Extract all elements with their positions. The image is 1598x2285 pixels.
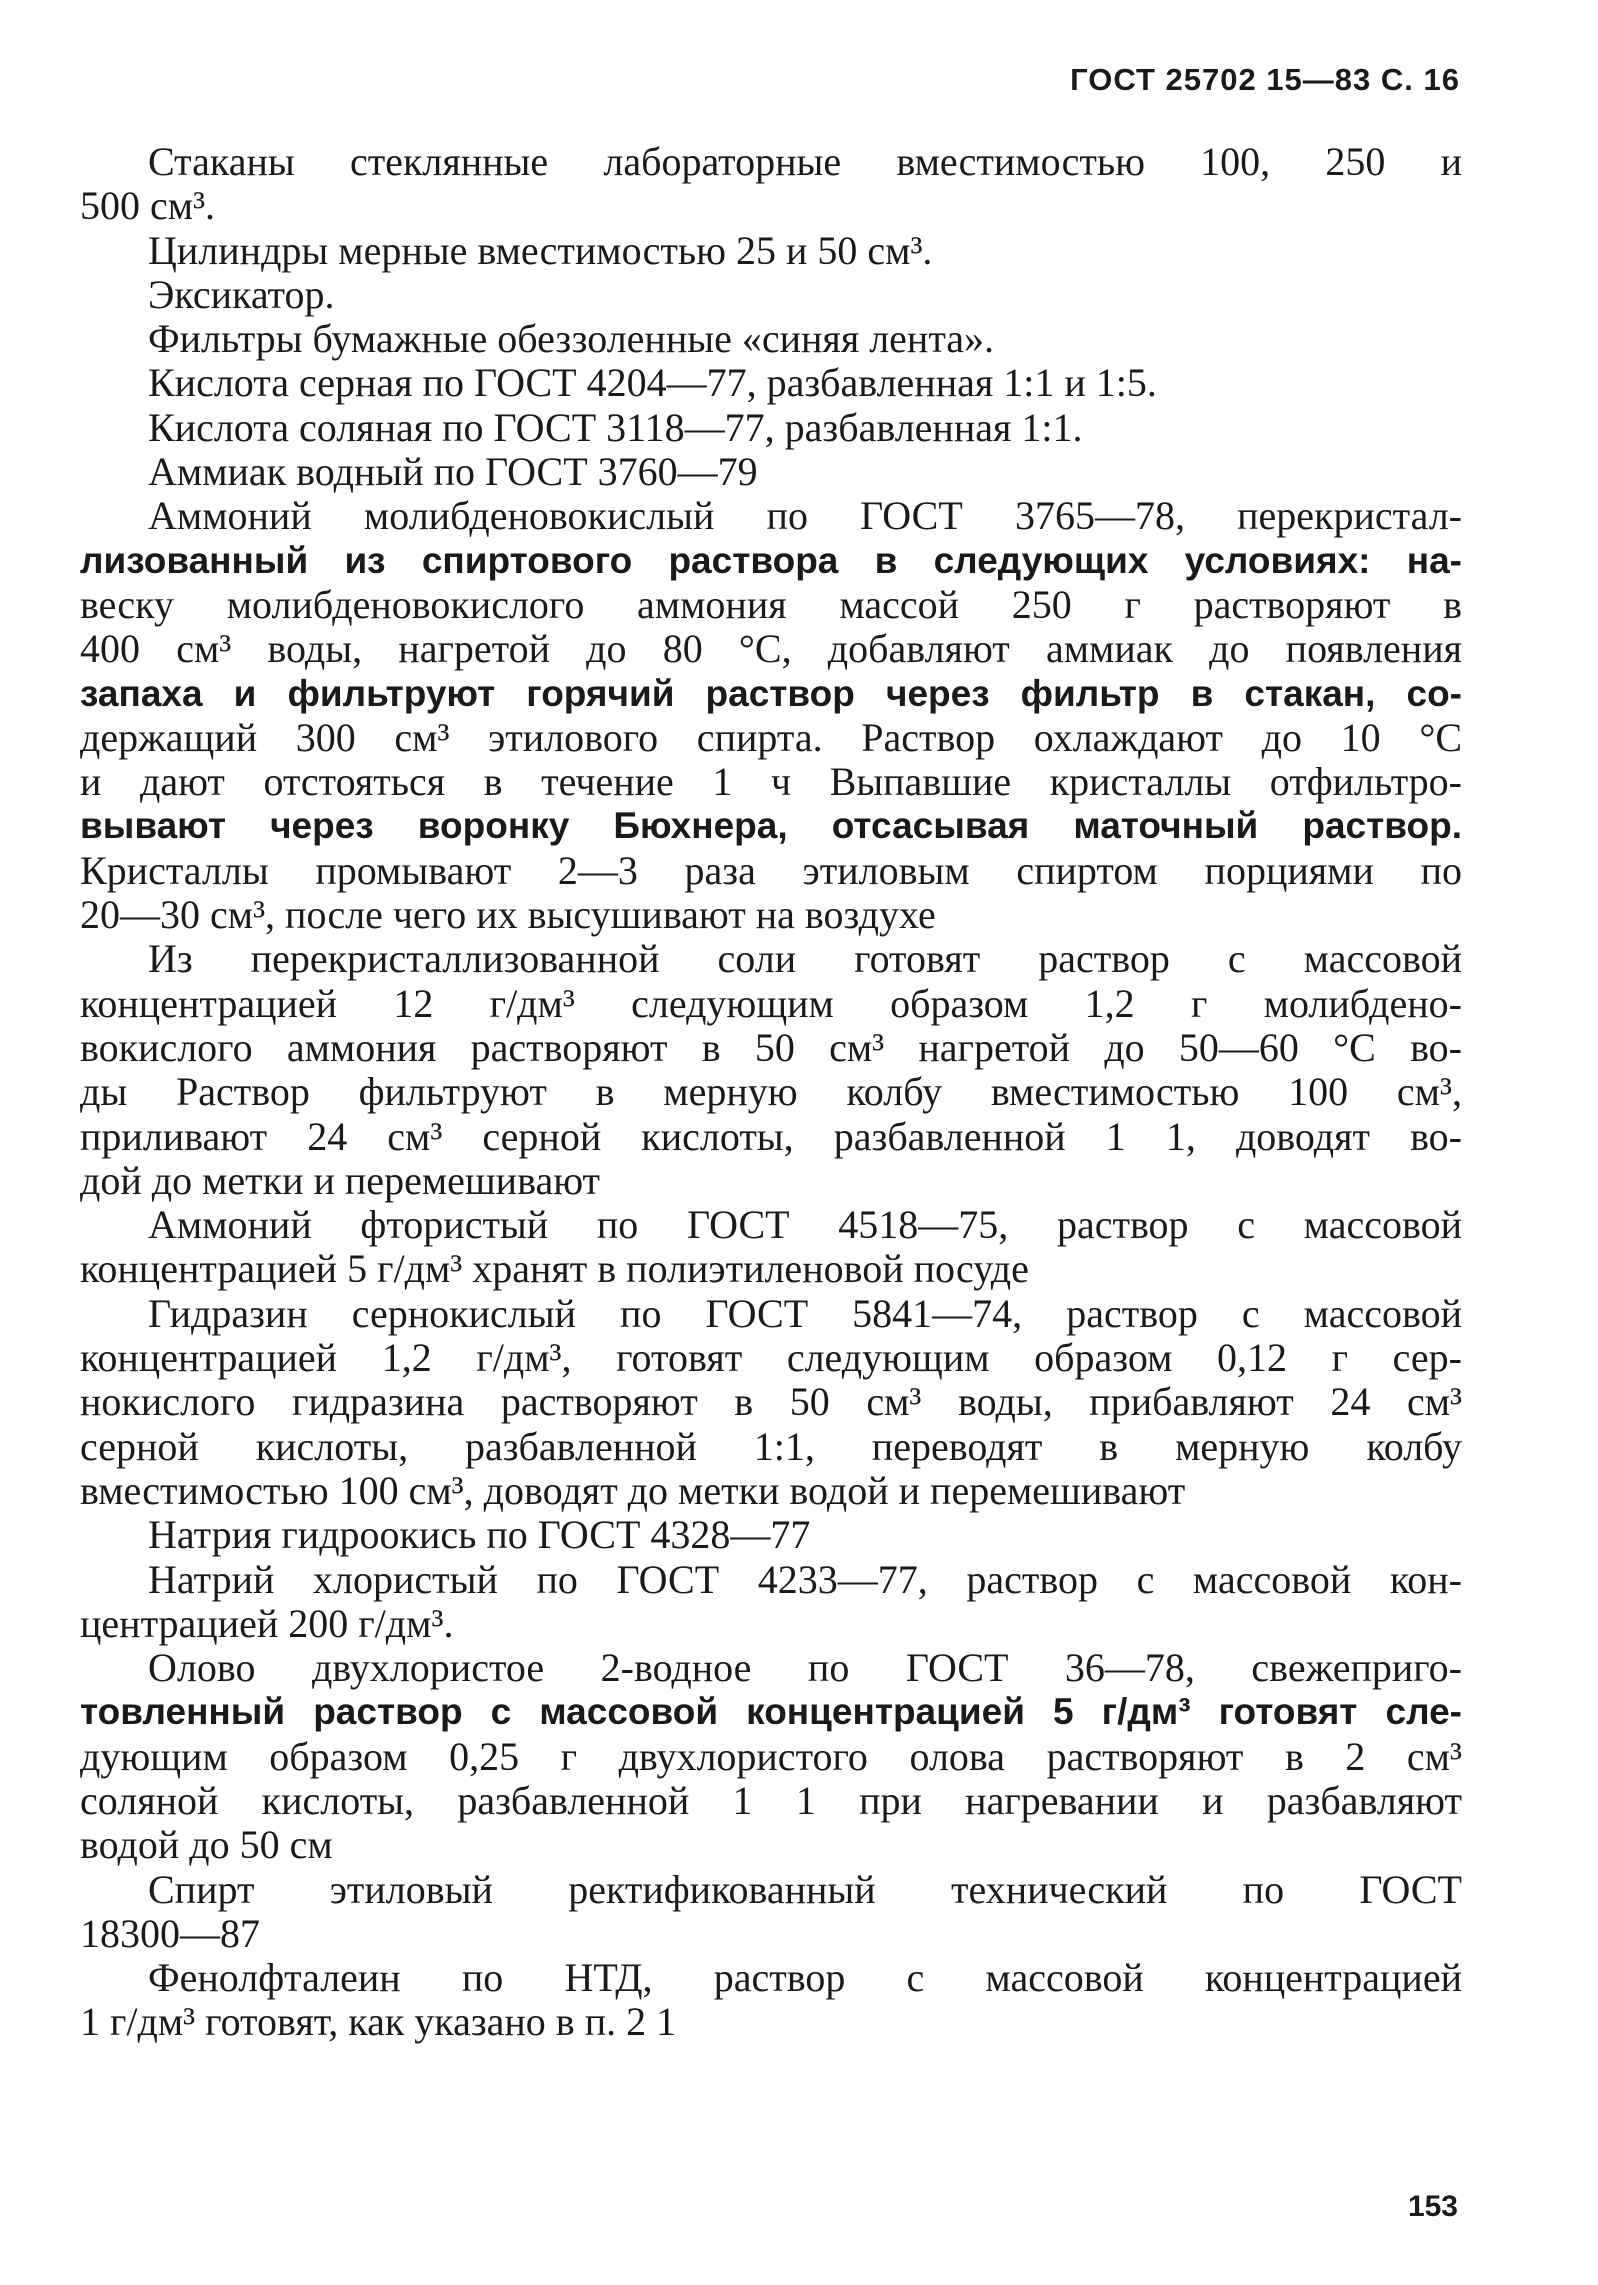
page-header: ГОСТ 25702 15—83 С. 16 xyxy=(1070,62,1460,97)
text-line: Натрия гидроокись по ГОСТ 4328—77 xyxy=(148,1512,811,1558)
text-line: водой до 50 см xyxy=(80,1822,333,1868)
text-line: Цилиндры мерные вместимостью 25 и 50 см³. xyxy=(148,227,933,273)
text-line: Кислота серная по ГОСТ 4204—77, разбавленная 1:1 и 1:5. xyxy=(148,360,1157,406)
text-line: Фильтры бумажные обеззоленные «синяя лента». xyxy=(148,316,995,362)
text-line: концентрацией 12 г/дм³ следующим образом 1,2 г молибдено- xyxy=(80,980,1462,1026)
text-line: ды Раствор фильтруют в мерную колбу вместимостью 100 см³, xyxy=(80,1069,1462,1115)
text-line: Фенолфталеин по НТД, раствор с массовой концентрацией xyxy=(148,1955,1462,2001)
text-line: Натрий хлористый по ГОСТ 4233—77, раствор с массовой кон- xyxy=(148,1556,1462,1602)
text-line: Стаканы стеклянные лабораторные вместимостью 100, 250 и xyxy=(148,139,1462,184)
text-line: вокислого аммония растворяют в 50 см³ нагретой до 50—60 °С во- xyxy=(80,1024,1462,1070)
text-line: Аммоний молибденовокислый по ГОСТ 3765—78, перекристал- xyxy=(148,493,1462,539)
text-line: вывают через воронку Бюхнера, отсасывая маточный раствор. xyxy=(80,805,1462,847)
text-line: концентрацией 1,2 г/дм³, готовят следующим образом 0,12 г сер- xyxy=(80,1335,1462,1381)
text-line: держащий 300 см³ этилового спирта. Раствор охлаждают до 10 °С xyxy=(80,714,1462,760)
text-line: Аммиак водный по ГОСТ 3760—79 xyxy=(148,449,758,495)
text-line: Олово двухлористое 2-водное по ГОСТ 36—78, свежеприго- xyxy=(148,1645,1462,1691)
text-line: Кристаллы промывают 2—3 раза этиловым спиртом порциями по xyxy=(80,847,1462,893)
text-line: и дают отстояться в течение 1 ч Выпавшие кристаллы отфильтро- xyxy=(80,759,1462,805)
text-line: центрацией 200 г/дм³. xyxy=(80,1600,454,1646)
text-line: вместимостью 100 см³, доводят до метки водой и перемешивают xyxy=(80,1467,1186,1513)
text-line: Гидразин сернокислый по ГОСТ 5841—74, раствор с массовой xyxy=(148,1290,1462,1336)
text-line: Кислота соляная по ГОСТ 3118—77, разбавленная 1:1. xyxy=(148,404,1083,450)
document-body xyxy=(80,140,1462,2045)
text-line: товленный раствор с массовой концентрацией 5 г/дм³ готовят сле- xyxy=(80,1691,1462,1733)
text-line: 20—30 см³, после чего их высушивают на воздухе xyxy=(80,892,936,938)
text-line: серной кислоты, разбавленной 1:1, переводят в мерную колбу xyxy=(80,1423,1462,1469)
text-line: дой до метки и перемешивают xyxy=(80,1157,601,1203)
text-line: дующим образом 0,25 г двухлористого олова растворяют в 2 см³ xyxy=(80,1733,1462,1779)
text-line: Эксикатор. xyxy=(148,271,335,317)
text-line: концентрацией 5 г/дм³ хранят в полиэтиленовой посуде xyxy=(80,1246,1029,1292)
text-line: Спирт этиловый ректификованный технический по ГОСТ xyxy=(148,1866,1462,1912)
text-line: соляной кислоты, разбавленной 1 1 при нагревании и разбавляют xyxy=(80,1777,1462,1823)
text-line: лизованный из спиртового раствора в следующих условиях: на- xyxy=(80,539,1462,581)
text-line: Аммоний фтористый по ГОСТ 4518—75, раствор с массовой xyxy=(148,1202,1462,1248)
text-line: запаха и фильтруют горячий раствор через фильтр в стакан, со- xyxy=(80,672,1462,714)
text-line: 500 см³. xyxy=(80,183,216,229)
text-line: приливают 24 см³ серной кислоты, разбавленной 1 1, доводят во- xyxy=(80,1113,1462,1159)
text-line: 1 г/дм³ готовят, как указано в п. 2 1 xyxy=(80,1999,677,2045)
page-number: 153 xyxy=(1407,2190,1458,2223)
text-line: веску молибденовокислого аммония массой 250 г растворяют в xyxy=(80,581,1462,627)
text-line: 18300—87 xyxy=(80,1910,260,1956)
text-line: нокислого гидразина растворяют в 50 см³ воды, прибавляют 24 см³ xyxy=(80,1379,1462,1425)
text-line: Из перекристаллизованной соли готовят раствор с массовой xyxy=(148,936,1462,982)
text-line: 400 см³ воды, нагретой до 80 °С, добавляют аммиак до появления xyxy=(80,626,1462,672)
